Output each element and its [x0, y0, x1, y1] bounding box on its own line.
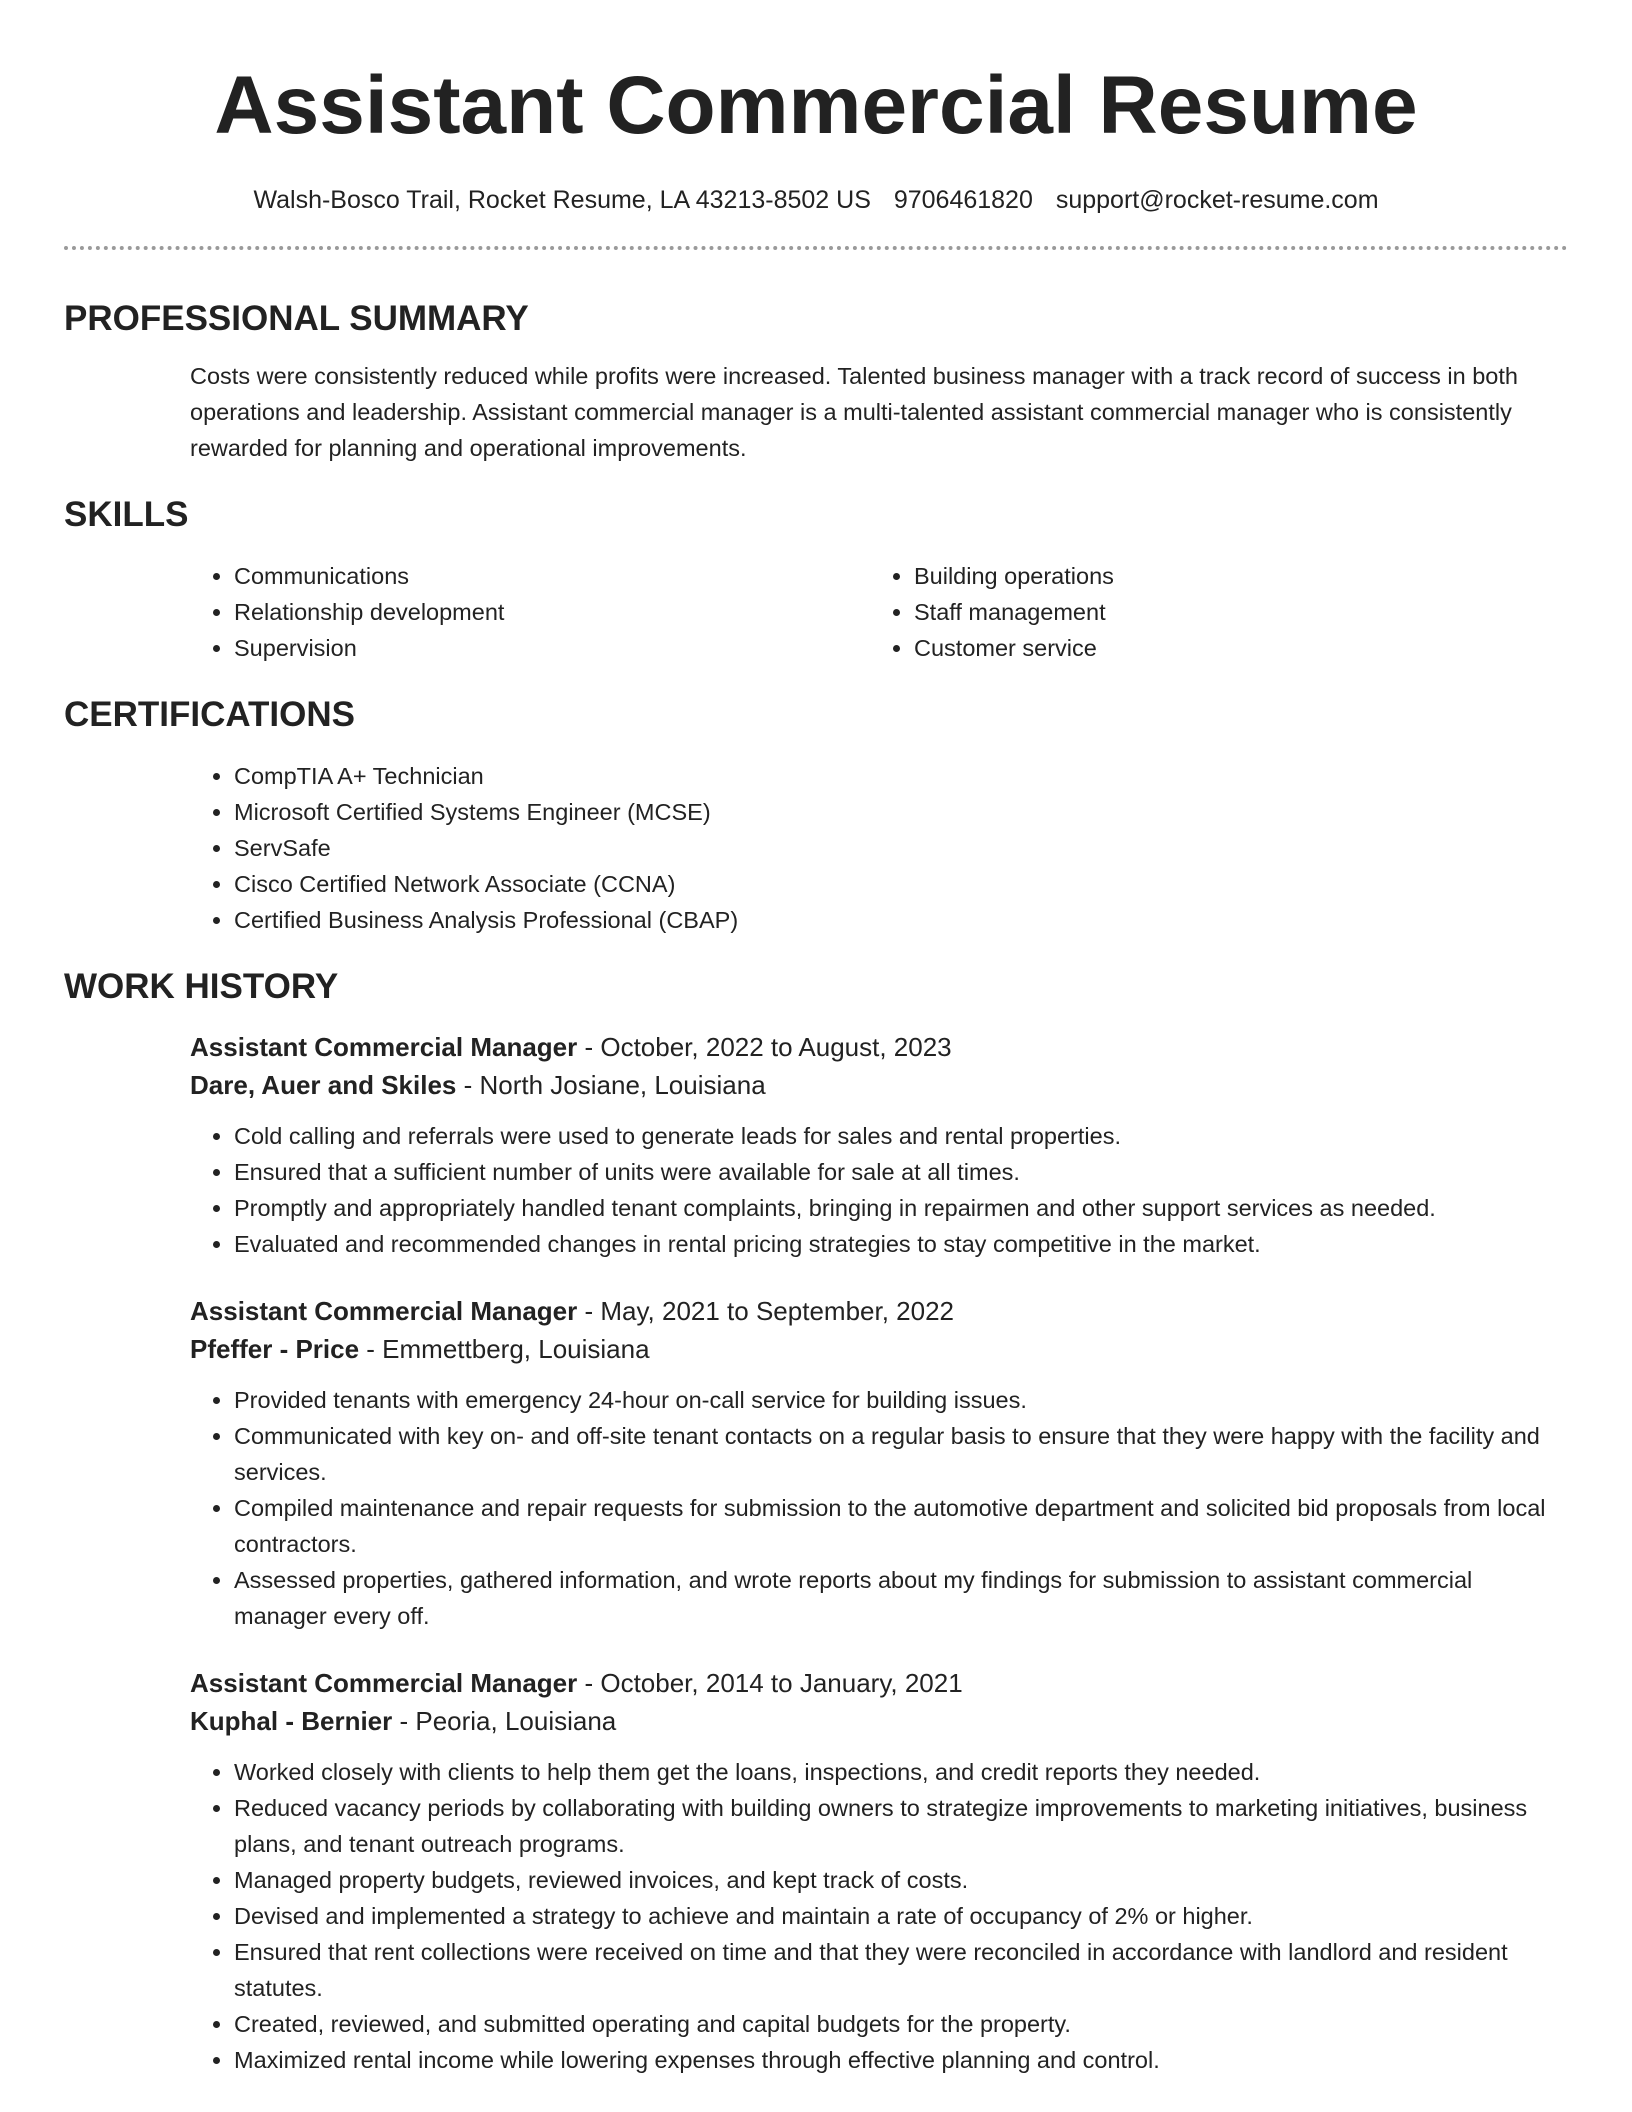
job-bullet: • Managed property budgets, reviewed invoices, and kept track of costs.	[234, 1862, 1568, 1898]
job-company-line	[190, 1066, 1568, 1104]
job-bullet: • Maximized rental income while lowering expenses through effective planning and control.	[234, 2042, 1568, 2078]
contact-address: Walsh-Bosco Trail, Rocket Resume, LA 43213-8502 US	[253, 186, 871, 214]
job-dates: - October, 2014 to January, 2021	[577, 1668, 963, 1698]
contact-phone: 9706461820	[893, 186, 1033, 214]
job-bullet: • Communicated with key on- and off-site tenant contacts on a regular basis to ensure that they were happy with the facility and services.	[234, 1418, 1568, 1490]
certifications-list	[64, 758, 1568, 938]
job-title-line	[190, 1028, 1568, 1066]
job-company: Dare, Auer and Skiles	[190, 1070, 457, 1100]
job-title-line	[190, 1664, 1568, 1702]
job-bullet: • Assessed properties, gathered information, and wrote reports about my findings for submission to assistant commercial manager every off.	[234, 1562, 1568, 1634]
job-location: - North Josiane, Louisiana	[456, 1070, 766, 1100]
job-entry	[64, 1292, 1568, 1634]
job-location: - Peoria, Louisiana	[392, 1706, 617, 1736]
job-bullets	[190, 1754, 1568, 2078]
job-location: - Emmettberg, Louisiana	[359, 1334, 650, 1364]
job-bullet: • Provided tenants with emergency 24-hour on-call service for building issues.	[234, 1382, 1568, 1418]
job-company-line	[190, 1702, 1568, 1740]
job-title: Assistant Commercial Manager	[190, 1032, 578, 1062]
job-entry	[64, 1664, 1568, 2078]
contact-email: support@rocket-resume.com	[1055, 186, 1379, 214]
job-bullet: • Ensured that rent collections were received on time and that they were reconciled in accordance with landlord and resident statutes.	[234, 1934, 1568, 2006]
job-bullet: • Ensured that a sufficient number of units were available for sale at all times.	[234, 1154, 1568, 1190]
skill-item: • Supervision	[234, 630, 870, 666]
resume-title: Assistant Commercial Resume	[214, 60, 1418, 151]
certification-item: • Cisco Certified Network Associate (CCNA)	[234, 866, 1568, 902]
skills-column-left	[190, 558, 870, 666]
job-bullet: • Evaluated and recommended changes in rental pricing strategies to stay competitive in the market.	[234, 1226, 1568, 1262]
certification-item: • ServSafe	[234, 830, 1568, 866]
job-title: Assistant Commercial Manager	[190, 1668, 578, 1698]
skill-item: • Customer service	[914, 630, 1550, 666]
contact-line	[64, 184, 1568, 216]
job-bullet: • Promptly and appropriately handled tenant complaints, bringing in repairmen and other support services as needed.	[234, 1190, 1568, 1226]
job-bullets	[190, 1118, 1568, 1262]
certification-item: • Microsoft Certified Systems Engineer (MCSE)	[234, 794, 1568, 830]
job-bullet: • Cold calling and referrals were used to generate leads for sales and rental properties.	[234, 1118, 1568, 1154]
job-dates: - October, 2022 to August, 2023	[577, 1032, 952, 1062]
skills-heading: SKILLS	[64, 495, 189, 534]
job-entry	[64, 1028, 1568, 1262]
job-company: Kuphal - Bernier	[190, 1706, 393, 1736]
skill-item: • Relationship development	[234, 594, 870, 630]
summary-heading: PROFESSIONAL SUMMARY	[64, 299, 529, 338]
job-bullet: • Created, reviewed, and submitted operating and capital budgets for the property.	[234, 2006, 1568, 2042]
skills-list	[64, 558, 1568, 666]
job-bullet: • Devised and implemented a strategy to achieve and maintain a rate of occupancy of 2% or higher.	[234, 1898, 1568, 1934]
job-title-line	[190, 1292, 1568, 1330]
certifications-heading: CERTIFICATIONS	[64, 695, 356, 734]
job-bullet: • Compiled maintenance and repair requests for submission to the automotive department and solicited bid proposals from local contractors.	[234, 1490, 1568, 1562]
job-bullet: • Reduced vacancy periods by collaborating with building owners to strategize improvements to marketing initiatives, business plans, and tenant outreach programs.	[234, 1790, 1568, 1862]
job-title: Assistant Commercial Manager	[190, 1296, 578, 1326]
job-bullet: • Worked closely with clients to help them get the loans, inspections, and credit reports they needed.	[234, 1754, 1568, 1790]
certification-item: • Certified Business Analysis Professional (CBAP)	[234, 902, 1568, 938]
header-divider	[64, 246, 1568, 250]
job-dates: - May, 2021 to September, 2022	[577, 1296, 954, 1326]
summary-text: Costs were consistently reduced while profits were increased. Talented business manager with a track record of success in both operations and leadership. Assistant commercial manager is a multi-talented assistant commercial manager who is consistently rewarded for planning and operational improvements.	[190, 363, 1518, 461]
skill-item: • Building operations	[914, 558, 1550, 594]
job-company-line	[190, 1330, 1568, 1368]
certification-item: • CompTIA A+ Technician	[234, 758, 1568, 794]
skill-item: • Staff management	[914, 594, 1550, 630]
job-company: Pfeffer - Price	[190, 1334, 360, 1364]
job-bullets	[190, 1382, 1568, 1634]
work-history-heading: WORK HISTORY	[64, 967, 339, 1006]
skill-item: • Communications	[234, 558, 870, 594]
skills-column-right	[870, 558, 1550, 666]
